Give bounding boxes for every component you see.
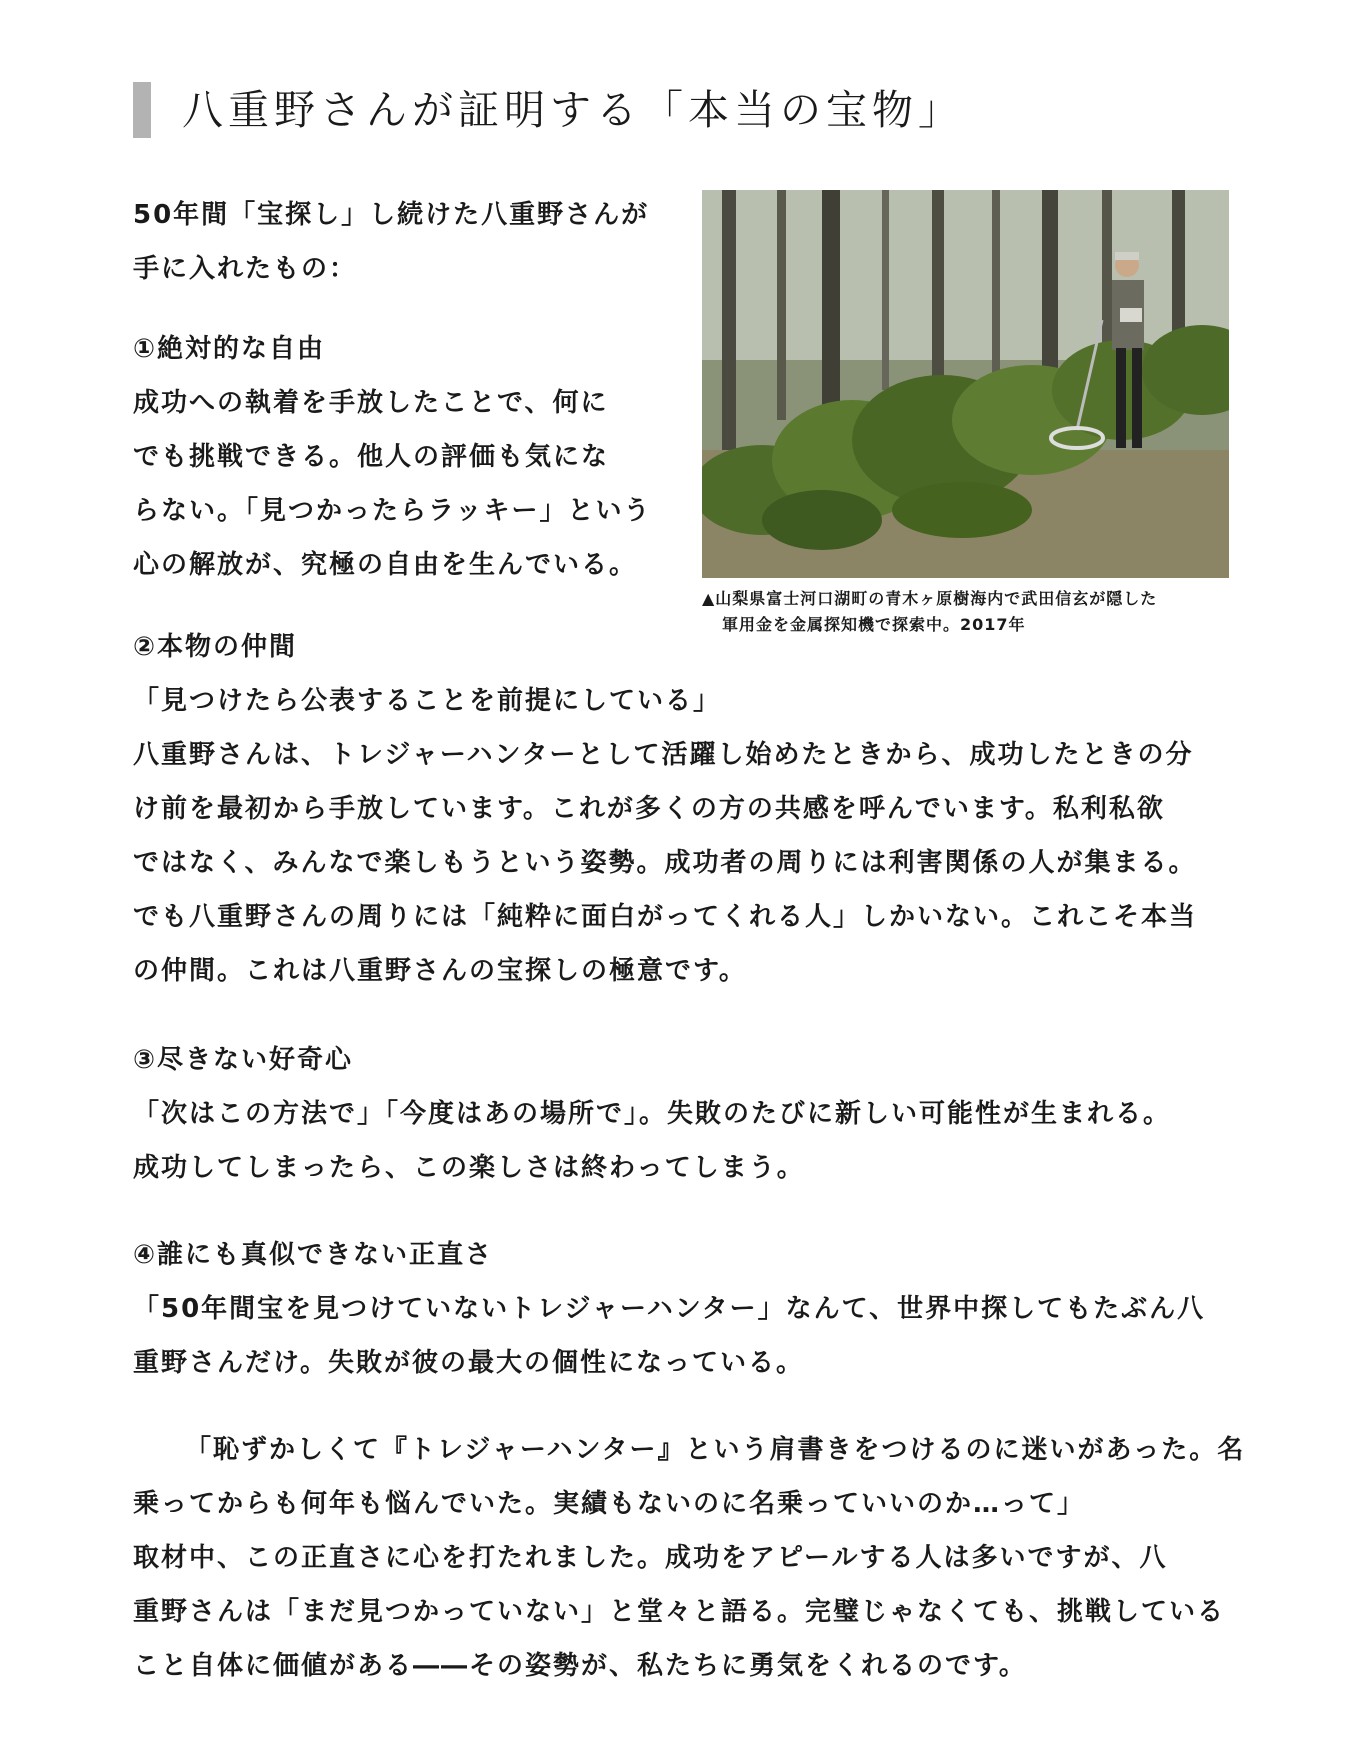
body-line: け前を最初から手放しています。これが多くの方の共感を呼んでいます。私利私欲 [133, 794, 1165, 824]
body-line: 「見つけたら公表することを前提にしている」 [133, 686, 722, 716]
body-line: 八重野さんは、トレジャーハンターとして活躍し始めたときから、成功したときの分 [133, 740, 1194, 770]
forest-photo-illustration [702, 190, 1229, 578]
intro [133, 188, 653, 296]
section-heading: ③尽きない好奇心 [133, 1045, 354, 1075]
body-line: 重野さんは「まだ見つかっていない」と堂々と語る。完璧じゃなくても、挑戦している [133, 1597, 1226, 1627]
caption-line: ▲山梨県富士河口湖町の青木ヶ原樹海内で武田信玄が隠した [702, 589, 1158, 608]
section-companions [133, 620, 1233, 998]
body-line: 乗ってからも何年も悩んでいた。実績もないのに名乗っていいのか…って」 [133, 1489, 1086, 1519]
body-line: 成功してしまったら、この楽しさは終わってしまう。 [133, 1153, 805, 1183]
body-line: 重野さんだけ。失敗が彼の最大の個性になっている。 [133, 1348, 804, 1378]
page-title: 八重野さんが証明する「本当の宝物」 [182, 86, 964, 134]
section-curiosity [133, 1033, 1233, 1195]
title-accent-bar [133, 82, 151, 138]
body-line: 取材中、この正直さに心を打たれました。成功をアピールする人は多いですが、八 [133, 1543, 1168, 1573]
section-heading: ②本物の仲間 [133, 632, 298, 662]
body-line: らない。「見つかったらラッキー」という [133, 496, 652, 526]
body-line: の仲間。これは八重野さんの宝探しの極意です。 [133, 956, 747, 986]
body-line: 「恥ずかしくて『トレジャーハンター』という肩書きをつけるのに迷いがあった。名 [185, 1435, 1246, 1465]
section-heading: ④誰にも真似できない正直さ [133, 1240, 494, 1270]
body-line: 心の解放が、究極の自由を生んでいる。 [133, 550, 638, 580]
caption-line: 軍用金を金属探知機で探索中。2017年 [722, 615, 1026, 634]
intro-line: 手に入れたもの： [133, 254, 358, 284]
body-line: 成功への執着を手放したことで、何に [133, 388, 609, 418]
body-line: ではなく、みんなで楽しもうという姿勢。成功者の周りには利害関係の人が集まる。 [133, 848, 1197, 878]
body-line: でも挑戦できる。他人の評価も気にな [133, 442, 610, 472]
body-line: こと自体に価値がある――その姿勢が、私たちに勇気をくれるのです。 [133, 1651, 1027, 1681]
body-line: 「次はこの方法で」「今度はあの場所で」。失敗のたびに新しい可能性が生まれる。 [133, 1099, 1172, 1129]
section-freedom [133, 322, 653, 592]
body-line: 「50年間宝を見つけていないトレジャーハンター」なんて、世界中探してもたぶん八 [133, 1294, 1206, 1324]
intro-line: 50年間「宝探し」し続けた八重野さんが [133, 200, 650, 230]
forest-photo [702, 190, 1229, 578]
section-heading: ①絶対的な自由 [133, 334, 326, 364]
section-honesty [133, 1228, 1233, 1390]
closing [133, 1423, 1246, 1693]
body-line: でも八重野さんの周りには「純粋に面白がってくれる人」しかいない。これこそ本当 [133, 902, 1198, 932]
